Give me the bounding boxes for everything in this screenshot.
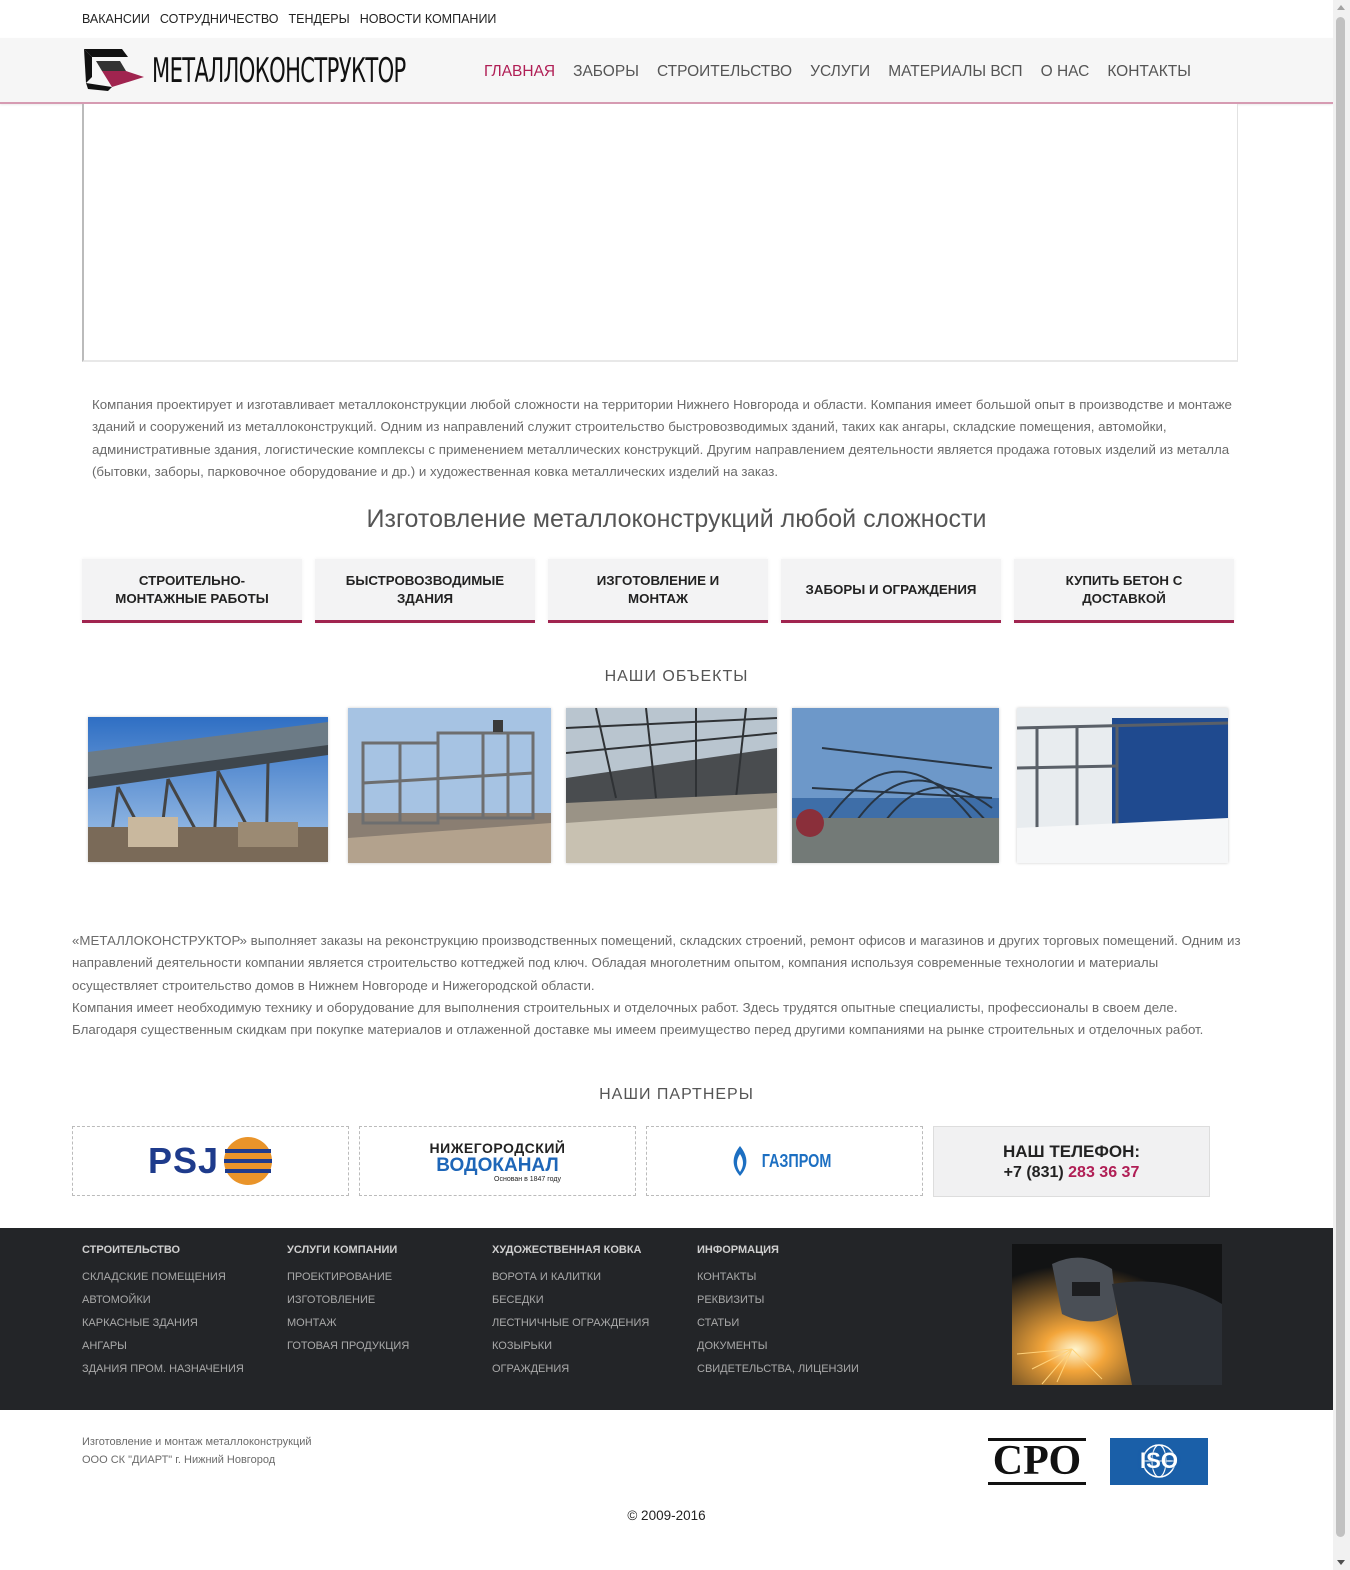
footer-column-forging	[492, 1244, 649, 1386]
phone-title: НАШ ТЕЛЕФОН:	[1002, 1142, 1141, 1161]
footer-link[interactable]: СТАТЬИ	[697, 1317, 740, 1329]
footer-column-title: ХУДОЖЕСТВЕННАЯ КОВКА	[492, 1244, 642, 1256]
scrollbar-thumb[interactable]	[1336, 17, 1345, 1537]
footer-link[interactable]: ОГРАЖДЕНИЯ	[492, 1363, 570, 1375]
footer-link[interactable]: АВТОМОЙКИ	[82, 1294, 151, 1306]
main-nav	[484, 63, 1209, 81]
partner-gazprom[interactable]	[646, 1126, 923, 1196]
footer-link[interactable]: ГОТОВАЯ ПРОДУКЦИЯ	[287, 1340, 410, 1352]
services-row	[82, 559, 1234, 623]
copyright: © 2009-2016	[627, 1508, 706, 1523]
footer-link[interactable]: КОНТАКТЫ	[697, 1271, 757, 1283]
nav-item-fences[interactable]: ЗАБОРЫ	[573, 63, 639, 80]
about-paragraph: Компания имеет необходимую технику и оборудование для выполнения строительных и отделочных работ. Здесь трудятся опытные специалисты, профессионалы в своем деле. Благодаря существенным скидкам при покупке материалов и отлаженной доставке мы имеем преимущество перед другими компаниями на рынке строительных и отделочных работ.	[72, 999, 1204, 1038]
page-scrollbar[interactable]	[1333, 0, 1350, 1570]
footer-column-title: СТРОИТЕЛЬСТВО	[82, 1244, 181, 1256]
psj-globe-icon	[223, 1136, 273, 1186]
footer-column-info	[697, 1244, 859, 1386]
vodokanal-top: НИЖЕГОРОДСКИЙ	[429, 1139, 566, 1156]
footer-link[interactable]: ДОКУМЕНТЫ	[697, 1340, 768, 1352]
phone-box	[933, 1126, 1210, 1197]
object-photo[interactable]	[792, 708, 999, 863]
footer-link[interactable]: ЗДАНИЯ ПРОМ. НАЗНАЧЕНИЯ	[82, 1363, 244, 1375]
nav-item-construction[interactable]: СТРОИТЕЛЬСТВО	[656, 63, 793, 80]
footer-link[interactable]: СКЛАДСКИЕ ПОМЕЩЕНИЯ	[82, 1271, 226, 1283]
footer-column-construction	[82, 1244, 244, 1386]
site-footer	[0, 1228, 1333, 1410]
footer-link[interactable]: СВИДЕТЕЛЬСТВА, ЛИЦЕНЗИИ	[697, 1363, 859, 1375]
partner-psj[interactable]	[72, 1126, 349, 1196]
footer-link[interactable]: РЕКВИЗИТЫ	[697, 1294, 765, 1306]
about-paragraph: «МЕТАЛЛОКОНСТРУКТОР» выполняет заказы на реконструкцию производственных помещений, складских строений, ремонт офисов и магазинов и других торговых помещений. Одним из направлений деятельности компании является строительство коттеджей под ключ. Обладая многолетним опытом, компания используя современные технологии и материалы осуществляет строительство домов в Нижнем Новгороде и Нижегородской области.	[72, 933, 1241, 993]
object-photo[interactable]	[348, 708, 551, 863]
object-photo[interactable]	[1017, 708, 1228, 863]
site-logo[interactable]	[82, 47, 406, 93]
footer-link[interactable]: ВОРОТА И КАЛИТКИ	[492, 1271, 602, 1283]
company-info	[82, 1433, 312, 1469]
nav-item-materials[interactable]: МАТЕРИАЛЫ ВСП	[888, 63, 1023, 80]
iso-logo	[1110, 1438, 1208, 1485]
footer-link[interactable]: АНГАРЫ	[82, 1340, 127, 1352]
footer-link[interactable]: БЕСЕДКИ	[492, 1294, 544, 1306]
objects-heading: НАШИ ОБЪЕКТЫ	[604, 668, 749, 685]
footer-link[interactable]: КАРКАСНЫЕ ЗДАНИЯ	[82, 1317, 198, 1329]
service-button-construction[interactable]: СТРОИТЕЛЬНО-МОНТАЖНЫЕ РАБОТЫ	[82, 559, 302, 623]
partners-row	[72, 1126, 1210, 1197]
gazprom-flame-icon	[729, 1144, 751, 1178]
nav-item-home[interactable]: ГЛАВНАЯ	[484, 63, 556, 80]
topbar-link-news[interactable]: НОВОСТИ КОМПАНИИ	[359, 12, 497, 26]
scroll-down-icon[interactable]	[1337, 1560, 1345, 1565]
partners-heading: НАШИ ПАРТНЕРЫ	[599, 1086, 754, 1103]
logo-text: МЕТАЛЛОКОНСТРУКТОР	[152, 51, 406, 91]
iso-logo-text: ISO	[1140, 1448, 1178, 1473]
vodokanal-sub: Основан в 1847 году	[494, 1175, 561, 1183]
topbar-link-vacancies[interactable]: ВАКАНСИИ	[82, 12, 150, 26]
topbar-link-cooperation[interactable]: СОТРУДНИЧЕСТВО	[159, 12, 279, 26]
service-button-concrete[interactable]: КУПИТЬ БЕТОН С ДОСТАВКОЙ	[1014, 559, 1234, 623]
sro-logo-text: СРО	[992, 1438, 1082, 1484]
company-info-line: Изготовление и монтаж металлоконструкций	[82, 1436, 312, 1448]
psj-logo-text: PSJ	[147, 1140, 220, 1181]
site-header	[0, 38, 1333, 104]
vodokanal-main: ВОДОКАНАЛ	[436, 1154, 559, 1176]
nav-item-contacts[interactable]: КОНТАКТЫ	[1107, 63, 1191, 80]
topbar-link-tenders[interactable]: ТЕНДЕРЫ	[288, 12, 350, 26]
hero-slider	[82, 104, 1238, 362]
objects-gallery	[0, 700, 1333, 870]
phone-prefix: +7 (831)	[1003, 1164, 1064, 1181]
footer-link[interactable]: МОНТАЖ	[287, 1317, 337, 1329]
footer-link[interactable]: КОЗЫРЬКИ	[492, 1340, 553, 1352]
footer-link[interactable]: ЛЕСТНИЧНЫЕ ОГРАЖДЕНИЯ	[492, 1317, 650, 1329]
footer-link[interactable]: ПРОЕКТИРОВАНИЕ	[287, 1271, 393, 1283]
nav-item-services[interactable]: УСЛУГИ	[810, 63, 871, 80]
partner-vodokanal[interactable]	[359, 1126, 636, 1196]
service-button-fences[interactable]: ЗАБОРЫ И ОГРАЖДЕНИЯ	[781, 559, 1001, 623]
gazprom-logo-text: ГАЗПРОМ	[761, 1150, 832, 1171]
logo-mark-icon	[82, 47, 148, 93]
phone-digits: 283 36 37	[1068, 1164, 1140, 1181]
welder-photo	[1012, 1244, 1222, 1385]
company-info-line: ООО СК "ДИАРТ" г. Нижний Новгород	[82, 1454, 276, 1466]
object-photo[interactable]	[566, 708, 777, 863]
sro-logo	[988, 1438, 1086, 1485]
main-heading: Изготовление металлоконструкций любой сложности	[366, 505, 987, 533]
footer-link[interactable]: ИЗГОТОВЛЕНИЕ	[287, 1294, 376, 1306]
footer-column-title: УСЛУГИ КОМПАНИИ	[287, 1244, 398, 1256]
intro-text: Компания проектирует и изготавливает металлоконструкции любой сложности на территории Нижнего Новгорода и области. Компания имеет большой опыт в производстве и монтаже зданий и сооружений из металлоконструкций. Одним из направлений служит строительство быстровозводимых зданий, таких как ангары, складские помещения, автомойки, административные здания, логистические комплексы с применением металлических конструкций. Другим направлением деятельности является продажа готовых изделий из металла (бытовки, заборы, парковочное оборудование и др.) и художественная ковка металлических изделий на заказ.	[92, 397, 1232, 479]
service-button-prefab-buildings[interactable]: БЫСТРОВОЗВОДИМЫЕ ЗДАНИЯ	[315, 559, 535, 623]
nav-item-about[interactable]: О НАС	[1040, 63, 1090, 80]
phone-number[interactable]	[934, 1164, 1209, 1182]
footer-column-services	[287, 1244, 409, 1363]
about-text	[72, 930, 1242, 1041]
scroll-up-icon[interactable]	[1337, 5, 1345, 10]
footer-column-title: ИНФОРМАЦИЯ	[697, 1244, 779, 1256]
top-utility-bar	[82, 12, 496, 26]
service-button-manufacturing[interactable]: ИЗГОТОВЛЕНИЕ И МОНТАЖ	[548, 559, 768, 623]
object-photo[interactable]	[88, 717, 328, 862]
